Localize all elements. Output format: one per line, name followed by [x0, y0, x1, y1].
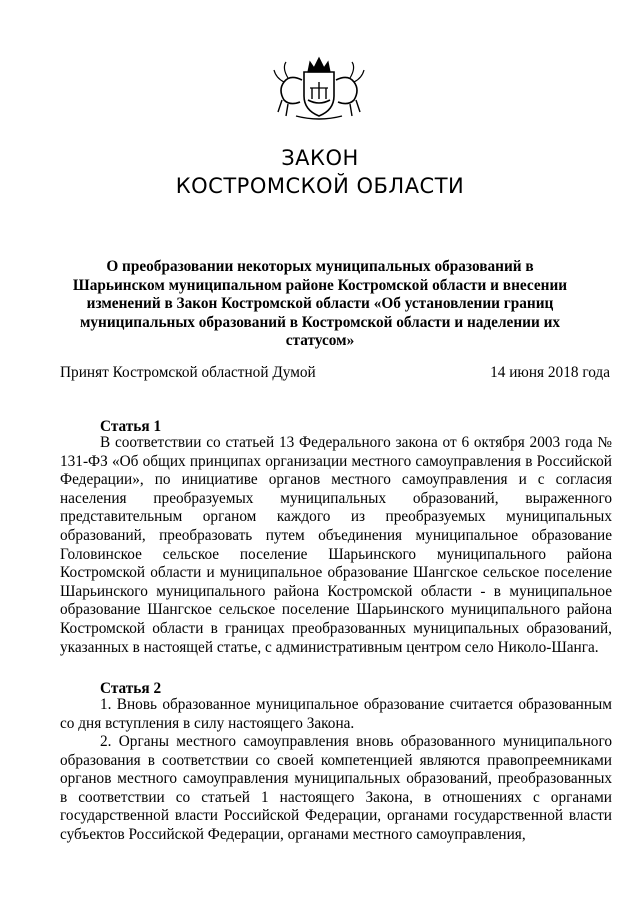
kostroma-coat-of-arms-icon	[270, 50, 368, 122]
law-subject: О преобразовании некоторых муниципальных образований в Шарьинском муниципальном районе Костромской области и внесении изменений в Закон Костромской области «Об установлении границ муниципальных образований в Костромской области и наделении их статусом»	[72, 258, 568, 349]
article-2-heading: Статья 2	[100, 680, 162, 697]
adoption-date: 14 июня 2018 года	[490, 364, 610, 381]
law-title-line2: КОСТРОМСКОЙ ОБЛАСТИ	[175, 174, 465, 198]
law-title-line1: ЗАКОН	[281, 146, 359, 170]
article-2-paragraph-1: 1. Вновь образованное муниципальное образование считается образованным со дня вступления в силу настоящего Закона.	[60, 696, 612, 732]
article-1-heading: Статья 1	[100, 418, 162, 435]
adoption-body: Принят Костромской областной Думой	[60, 364, 316, 381]
article-1-paragraph: В соответствии со статьей 13 Федерального закона от 6 октября 2003 года № 131-ФЗ «Об общих принципах организации местного самоуправления в Российской Федерации», по инициативе органов местного самоуправления и с согласия населения преобразуемых муниципальных образований, выраженного представительным органом каждого из преобразуемых муниципальных образований, преобразовать путем объединения муниципальное образование Головинское сельское поселение Шарьинского муниципального района Костромской области и муниципальное образование Шангское сельское поселение Шарьинского муниципального района Костромской области - в муниципальное образование Шангское сельское поселение Шарьинского муниципального района Костромской области в границах преобразованных муниципальных образований, указанных в настоящей статье, с административным центром село Николо-Шанга.	[60, 434, 612, 656]
article-2-paragraph-2: 2. Органы местного самоуправления вновь образованного муниципального образования в соответствии со своей компетенцией являются правопреемниками органов местного самоуправления муниципальных образований, преобразованных в соответствии со статьей 1 настоящего Закона, в отношениях с органами государственной власти Российской Федерации, органами государственной власти субъектов Российской Федерации, органами местного самоуправления,	[60, 733, 612, 843]
